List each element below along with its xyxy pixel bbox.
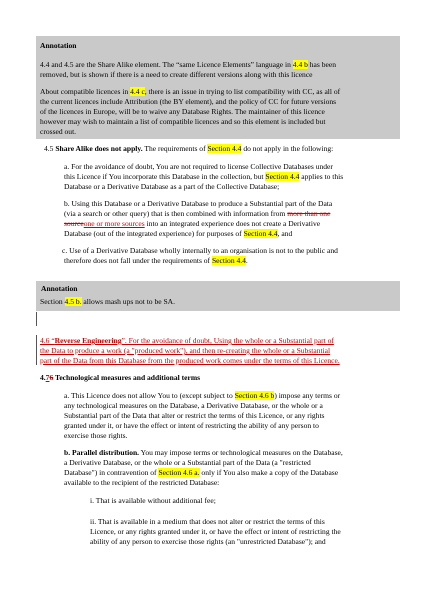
section-ref-4-4[interactable]: Section 4.4 — [207, 144, 242, 153]
section-ref-4-4b[interactable]: 4.4 b — [292, 60, 308, 69]
annotation2-line1 — [40, 297, 175, 307]
section-ref-4-4c[interactable]: 4.4 c — [130, 87, 145, 96]
text-run: (via a search or other query) that is then combined with information from — [64, 209, 288, 218]
text-run: Section — [40, 297, 65, 306]
inserted-text: 7 — [45, 373, 50, 382]
annotation1-line1 — [40, 60, 336, 70]
para-47a-line3: Substantial part of the Data that alter or restrict the terms of this Licence, or any rights — [64, 411, 325, 420]
text-run: , there is an issue in trying to list compatibility with CC, as all of — [144, 87, 341, 96]
para-47a-line5: exercise those rights. — [64, 431, 128, 440]
section-4-5-heading — [44, 144, 333, 154]
inserted-text: one or more sources — [83, 219, 145, 228]
section-4-6-line2: the Data to produce a work (a "produced work"), and then re-creating the whole or a Substantial — [40, 346, 331, 355]
section-ref-4-4[interactable]: Section 4.4 — [265, 172, 300, 181]
text-run: ”. For the avoidance of doubt, Using the whole or a Substantial part of — [121, 336, 334, 345]
text-run: The requirements of — [142, 144, 208, 153]
para-ii-line2: Licence, or any rights granted under it, or have the effect or intent of restricting the — [90, 527, 341, 536]
text-run: 4. — [40, 373, 46, 382]
deleted-text: more than one — [287, 209, 331, 218]
para-47a-line2: any technological measures on the Database, a Derivative Database, or the whole or a — [64, 401, 323, 410]
section-4-6-line1 — [40, 336, 334, 346]
text-run: a. This Licence does not allow You to (except subject to — [64, 391, 235, 400]
change-bar — [36, 335, 37, 365]
para-b-line1: b. Using this Database or a Derivative Database to produce a Substantial part of the Data — [64, 199, 333, 208]
section-ref-4-4[interactable]: Section 4.4 — [211, 256, 246, 265]
para-b-line4 — [64, 229, 292, 239]
text-run: You may impose terms or technological measures on the Database, — [139, 448, 343, 457]
section-title: Reverse Engineering — [54, 336, 122, 345]
para-a-line2 — [64, 172, 343, 182]
para-ii-line3: ability of any person to exercise those rights (an "unrestricted Database"); and — [90, 537, 326, 546]
para-47b-line1 — [64, 448, 343, 458]
text-run: Database (out of the integrated experience) for purposes of — [64, 229, 244, 238]
para-47a-line4: granted under it, or have the effect or intent of restricting the ability of any person to — [64, 421, 319, 430]
text-run: only if You also make a copy of the Database — [199, 468, 339, 477]
text-run: ) impose any terms or — [274, 391, 341, 400]
para-c-line1: c. Use of a Derivative Database wholly internally to an organisation is not to the public and — [62, 246, 338, 255]
section-4-7-heading — [40, 373, 200, 383]
annotation1-p2-line1 — [40, 87, 340, 97]
section-title: Technological measures and additional terms — [53, 373, 201, 382]
section-4-6-line3: part of the Data from this Database from the produced work comes under the terms of this Licence. — [40, 356, 340, 365]
para-b-line2 — [64, 209, 330, 219]
text-run: into an integrated experience does not create a Derivative — [144, 219, 321, 228]
section-title: Share Alike does not apply. — [55, 144, 143, 153]
para-47b-line4: available to the recipient of the restricted Database: — [64, 478, 220, 487]
para-title: b. Parallel distribution. — [64, 448, 140, 457]
text-run: do not apply in the following: — [241, 144, 334, 153]
section-ref-4-6b[interactable]: Section 4.6 b — [234, 391, 275, 400]
annotation1-p2-line4: however may wish to maintain a list of compatible licences and so this element is included but — [40, 117, 326, 126]
section-ref-4-4[interactable]: Section 4.4 — [243, 229, 278, 238]
annotation1-line2: removed, but is shown if there is a need to create different versions along with this licence — [40, 70, 313, 79]
annotation1-p2-line5: crossed out. — [40, 127, 77, 136]
text-run: applies to this — [299, 172, 344, 181]
para-47b-line3 — [64, 468, 338, 478]
text-run: has been — [307, 60, 336, 69]
para-b-line3 — [64, 219, 320, 229]
annotation-heading-1: Annotation — [40, 41, 77, 50]
para-ii-line1: ii. That is available in a medium that does not alter or restrict the terms of this — [90, 517, 325, 526]
para-a-line1: a. For the avoidance of doubt, You are not required to license Collective Databases under — [64, 162, 333, 171]
deleted-text: source — [64, 219, 84, 228]
para-c-line2 — [64, 256, 248, 266]
annotation-heading-2: Annotation — [41, 284, 78, 293]
text-run: 4.5 — [44, 144, 56, 153]
text-run: therefore does not fall under the requirements of — [64, 256, 212, 265]
deleted-text: 6 — [49, 373, 54, 382]
text-run: Database") in contravention of — [64, 468, 159, 477]
para-47b-line2: a Derivative Database, or the whole or a Substantial part of the Data (a "restricted — [64, 458, 311, 467]
text-run: . — [245, 256, 248, 265]
section-ref-4-5b[interactable]: 4.5 b. — [64, 297, 82, 306]
annotation1-p2-line2: the current licences include Attribution (the BY element), and the policy of CC for future versions — [40, 97, 337, 106]
para-i-line1: i. That is available without additional fee; — [90, 496, 216, 505]
text-run: , and — [277, 229, 293, 238]
annotation1-p2-line3: of the licences in Europe, will be to waive any Database Rights. The maintainer of this licence — [40, 107, 325, 116]
change-bar — [36, 312, 37, 326]
text-run: About compatible licences in — [40, 87, 131, 96]
para-47a-line1 — [64, 391, 340, 401]
text-run: 4.4 and 4.5 are the Share Alike element. The “same Licence Elements” language in — [40, 60, 293, 69]
para-a-line3: Database or a Derivative Database as a part of the Collective Database; — [64, 182, 280, 191]
section-ref-4-6a[interactable]: Section 4.6 a. — [158, 468, 200, 477]
text-run: 4.6 “ — [40, 336, 55, 345]
text-run: this Licence if You incorporate this Database in the collection, but — [64, 172, 266, 181]
text-run: allows mash ups not to be SA. — [81, 297, 176, 306]
